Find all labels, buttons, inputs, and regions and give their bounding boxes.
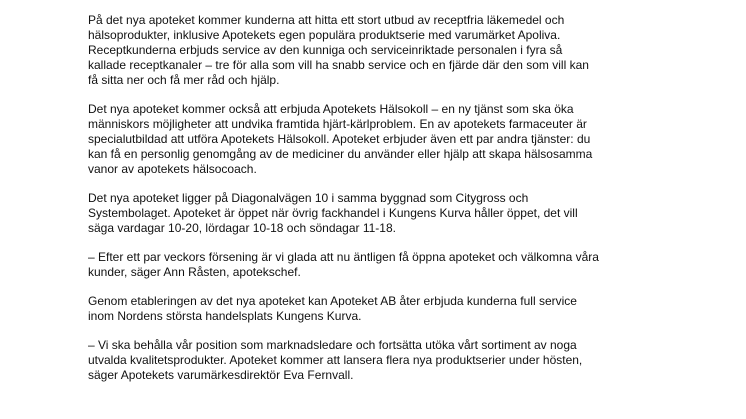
text-line: inom Nordens största handelsplats Kungens Kurva. bbox=[88, 309, 362, 323]
paragraph-establishment bbox=[88, 294, 706, 324]
text-line: På det nya apoteket kommer kunderna att hitta ett stort utbud av receptfria läkemedel och bbox=[88, 13, 565, 27]
text-line: kallade receptkanaler – tre för alla som vill ha snabb service och en fjärde där den som vill kan bbox=[88, 58, 589, 72]
paragraph-health-check bbox=[88, 102, 706, 177]
text-line: få sitta ner och få mer råd och hjälp. bbox=[88, 73, 280, 87]
text-line: säga vardagar 10-20, lördagar 10-18 och söndagar 11-18. bbox=[88, 221, 396, 235]
text-line: Genom etableringen av det nya apoteket kan Apoteket AB åter erbjuda kunderna full service bbox=[88, 294, 577, 308]
text-line: – Vi ska behålla vår position som marknadsledare och fortsätta utöka vårt sortiment av noga bbox=[88, 338, 577, 352]
paragraph-quote-brand-director bbox=[88, 338, 706, 383]
paragraph-location-hours bbox=[88, 191, 706, 236]
text-line: utvalda kvalitetsprodukter. Apoteket kommer att lansera flera nya produktserier under hösten, bbox=[88, 353, 583, 367]
text-line: vanor av apotekets hälsocoach. bbox=[88, 162, 257, 176]
text-line: kan få en personlig genomgång av de mediciner du använder eller hjälp att skapa hälsosamma bbox=[88, 147, 593, 161]
text-line: Det nya apoteket ligger på Diagonalvägen 10 i samma byggnad som Citygross och bbox=[88, 191, 529, 205]
text-line: – Efter ett par veckors försening är vi glada att nu äntligen få öppna apoteket och välkomna våra bbox=[88, 250, 599, 264]
text-line: kunder, säger Ann Råsten, apotekschef. bbox=[88, 265, 301, 279]
text-line: säger Apotekets varumärkesdirektör Eva Fernvall. bbox=[88, 368, 354, 382]
text-line: människors möjligheter att undvika framtida hjärt-kärlproblem. En av apotekets farmaceuter är bbox=[88, 117, 587, 131]
text-line: specialutbildad att utföra Apotekets Hälsokoll. Apoteket erbjuder även ett par andra tjänster: du bbox=[88, 132, 591, 146]
text-line: Det nya apoteket kommer också att erbjuda Apotekets Hälsokoll – en ny tjänst som ska öka bbox=[88, 102, 574, 116]
text-line: hälsoprodukter, inklusive Apotekets egen populära produktserie med varumärket Apoliva. bbox=[88, 28, 561, 42]
text-line: Systembolaget. Apoteket är öppet när övrig fackhandel i Kungens Kurva håller öppet, det vill bbox=[88, 206, 578, 220]
paragraph-quote-pharmacy-manager bbox=[88, 250, 706, 280]
paragraph-product-range bbox=[88, 13, 706, 88]
text-line: Receptkunderna erbjuds service av den kunniga och serviceinriktade personalen i fyra så bbox=[88, 43, 563, 57]
